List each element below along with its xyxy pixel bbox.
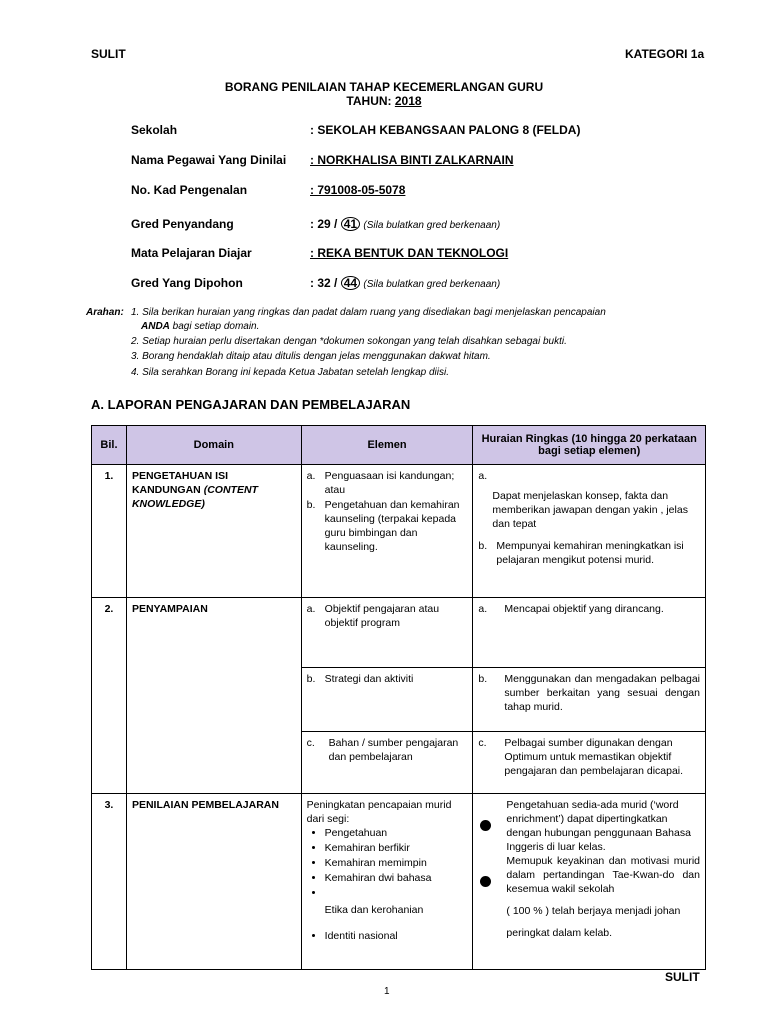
table-header-row bbox=[92, 426, 706, 465]
row2-hu-b-marker: b. bbox=[478, 673, 488, 685]
row1-huraian bbox=[473, 465, 706, 598]
row2-hu-b: Menggunakan dan mengadakan pelbagai sumber berkaitan yang sesuai dengan tahap murid. bbox=[504, 673, 700, 713]
row2-el-a: Objektif pengajaran atau objektif program bbox=[324, 603, 440, 629]
row2-el-a-marker: a. bbox=[306, 603, 316, 615]
row3-bil: 3. bbox=[92, 794, 127, 970]
row2-huraian-a bbox=[473, 598, 706, 668]
arahan-line-3: 3. Borang hendaklah ditaip atau ditulis dengan jelas menggunakan dakwat hitam. bbox=[131, 351, 491, 362]
table-row bbox=[92, 598, 706, 668]
row2-el-b-marker: b. bbox=[306, 673, 316, 685]
row2-elemen-c bbox=[301, 732, 473, 794]
row2-hu-a: Mencapai objektif yang dirancang. bbox=[504, 603, 664, 615]
row2-el-c: Bahan / sumber pengajaran dan pembelajaran bbox=[328, 737, 459, 763]
arahan-line-1b-text: bagi setiap domain. bbox=[169, 321, 260, 332]
row1-el-a: Penguasaan isi kandungan; atau bbox=[324, 470, 455, 496]
list-item: • Pengetahuan bbox=[325, 826, 468, 841]
form-title: BORANG PENILAIAN TAHAP KECEMERLANGAN GURU bbox=[224, 80, 544, 94]
arahan-line-2: 2. Setiap huraian perlu disertakan dengan *dokumen sokongan yang telah disahkan sebagai bukti. bbox=[131, 336, 567, 347]
bullet-dot-icon bbox=[480, 876, 491, 887]
row2-bil: 2. bbox=[92, 598, 127, 794]
footer-classification: SULIT bbox=[665, 970, 700, 984]
bullet-dot-icon bbox=[480, 820, 491, 831]
row3-hu-1: Pengetahuan sedia-ada murid (‘word enrichment’) dapat dipertingkatkan dengan hubungan penggunaan Bahasa Inggeris di luar kelas. bbox=[506, 799, 691, 853]
row2-hu-c-marker: c. bbox=[478, 737, 487, 749]
row1-hu-b: Mempunyai kemahiran meningkatkan isi pelajaran mengikut potensi murid. bbox=[496, 540, 684, 566]
dipohon-circled: 44 bbox=[341, 276, 360, 290]
sekolah-value: : SEKOLAH KEBANGSAAN PALONG 8 (FELDA) bbox=[310, 123, 581, 137]
row3-hu-2: Memupuk keyakinan dan motivasi murid dalam pertandingan Tae-Kwan-do dan kesemua wakil sekolah bbox=[506, 855, 700, 895]
row1-hu-a: Dapat menjelaskan konsep, fakta dan memberikan jawapan dengan yakin , jelas dan tepat bbox=[492, 490, 688, 530]
row1-el-b-marker: b. bbox=[306, 499, 316, 511]
list-item: • Kemahiran dwi bahasa bbox=[325, 871, 468, 886]
row3-domain: PENILAIAN PEMBELAJARAN bbox=[126, 794, 301, 970]
arahan-label: Arahan: bbox=[86, 307, 124, 318]
gred-dipohon-label: Gred Yang Dipohon bbox=[131, 276, 243, 290]
dipohon-prefix: : 32 / bbox=[310, 276, 338, 290]
table-row bbox=[92, 794, 706, 970]
classification-left: SULIT bbox=[91, 47, 126, 61]
arahan-line-4: 4. Sila serahkan Borang ini kepada Ketua Jabatan setelah lengkap diisi. bbox=[131, 367, 449, 378]
gred-dipohon-value bbox=[310, 276, 500, 290]
row2-el-b: Strategi dan aktiviti bbox=[324, 673, 414, 685]
row2-elemen-a bbox=[301, 598, 473, 668]
row1-hu-b-marker: b. bbox=[478, 540, 488, 552]
row3-elemen bbox=[301, 794, 473, 970]
row3-el-intro: Peningkatan pencapaian murid dari segi: bbox=[306, 799, 452, 825]
table-row bbox=[92, 465, 706, 598]
row2-el-c-marker: c. bbox=[306, 737, 315, 749]
category-label: KATEGORI 1a bbox=[625, 47, 705, 61]
row2-domain: PENYAMPAIAN bbox=[126, 598, 301, 794]
row1-hu-a-marker: a. bbox=[478, 470, 488, 482]
row3-el-etika: Etika dan kerohanian bbox=[324, 904, 424, 916]
gred-prefix: : 29 / bbox=[310, 217, 338, 231]
nama-label: Nama Pegawai Yang Dinilai bbox=[131, 153, 287, 167]
year-label: TAHUN: bbox=[346, 94, 392, 108]
kad-label: No. Kad Pengenalan bbox=[131, 183, 248, 197]
dipohon-note: (Sila bulatkan gred berkenaan) bbox=[363, 279, 501, 290]
mata-pelajaran-label: Mata Pelajaran Diajar bbox=[131, 246, 252, 260]
kad-value: : 791008-05-5078 bbox=[310, 183, 406, 197]
row3-hu-3: ( 100 % ) telah berjaya menjadi johan bbox=[506, 905, 681, 917]
arahan-line-1: 1. Sila berikan huraian yang ringkas dan padat dalam ruang yang disediakan bagi menjelaskan pencapaian bbox=[131, 307, 606, 318]
row2-elemen-b bbox=[301, 668, 473, 732]
list-item bbox=[325, 886, 468, 901]
row1-domain bbox=[126, 465, 301, 598]
gred-label: Gred Penyandang bbox=[131, 217, 234, 231]
row2-huraian-c bbox=[473, 732, 706, 794]
list-item: • Identiti nasional bbox=[325, 929, 468, 944]
row3-el-list bbox=[307, 826, 468, 901]
row3-el-list-2 bbox=[307, 929, 468, 944]
row1-domain-italic: (CONTENT KNOWLEDGE) bbox=[131, 484, 258, 510]
arahan-line-1b bbox=[141, 321, 259, 332]
section-a-heading: A. LAPORAN PENGAJARAN DAN PEMBELAJARAN bbox=[91, 397, 411, 412]
row1-bil: 1. bbox=[92, 465, 127, 598]
row3-huraian bbox=[473, 794, 706, 970]
sekolah-label: Sekolah bbox=[131, 123, 178, 137]
gred-value bbox=[310, 217, 500, 231]
row2-hu-c: Pelbagai sumber digunakan dengan Optimum untuk memastikan objektif pengajaran dan pembelajaran dicapai. bbox=[504, 737, 684, 777]
arahan-anda: ANDA bbox=[141, 321, 170, 332]
row1-el-b: Pengetahuan dan kemahiran kaunseling (terpakai kepada guru bimbingan dan kaunseling. bbox=[324, 499, 460, 553]
evaluation-table bbox=[91, 425, 706, 970]
row3-hu-4: peringkat dalam kelab. bbox=[506, 927, 613, 939]
year-value: 2018 bbox=[394, 94, 422, 108]
list-item: • Kemahiran memimpin bbox=[325, 856, 468, 871]
header-elemen: Elemen bbox=[301, 426, 473, 465]
nama-value: : NORKHALISA BINTI ZALKARNAIN bbox=[310, 153, 514, 167]
row2-hu-a-marker: a. bbox=[478, 603, 488, 615]
mata-pelajaran-value: : REKA BENTUK DAN TEKNOLOGI bbox=[310, 246, 509, 260]
page-number: 1 bbox=[384, 986, 390, 997]
row1-el-a-marker: a. bbox=[306, 470, 316, 482]
row2-huraian-b bbox=[473, 668, 706, 732]
header-domain: Domain bbox=[126, 426, 301, 465]
gred-circled: 41 bbox=[341, 217, 360, 231]
form-year-line bbox=[0, 94, 768, 108]
list-item: • Kemahiran berfikir bbox=[325, 841, 468, 856]
header-huraian: Huraian Ringkas (10 hingga 20 perkataan bagi setiap elemen) bbox=[473, 426, 706, 465]
row1-elemen bbox=[301, 465, 473, 598]
row1-domain-text: PENGETAHUAN ISI KANDUNGAN bbox=[131, 470, 229, 496]
header-bil: Bil. bbox=[92, 426, 127, 465]
gred-note: (Sila bulatkan gred berkenaan) bbox=[363, 220, 501, 231]
